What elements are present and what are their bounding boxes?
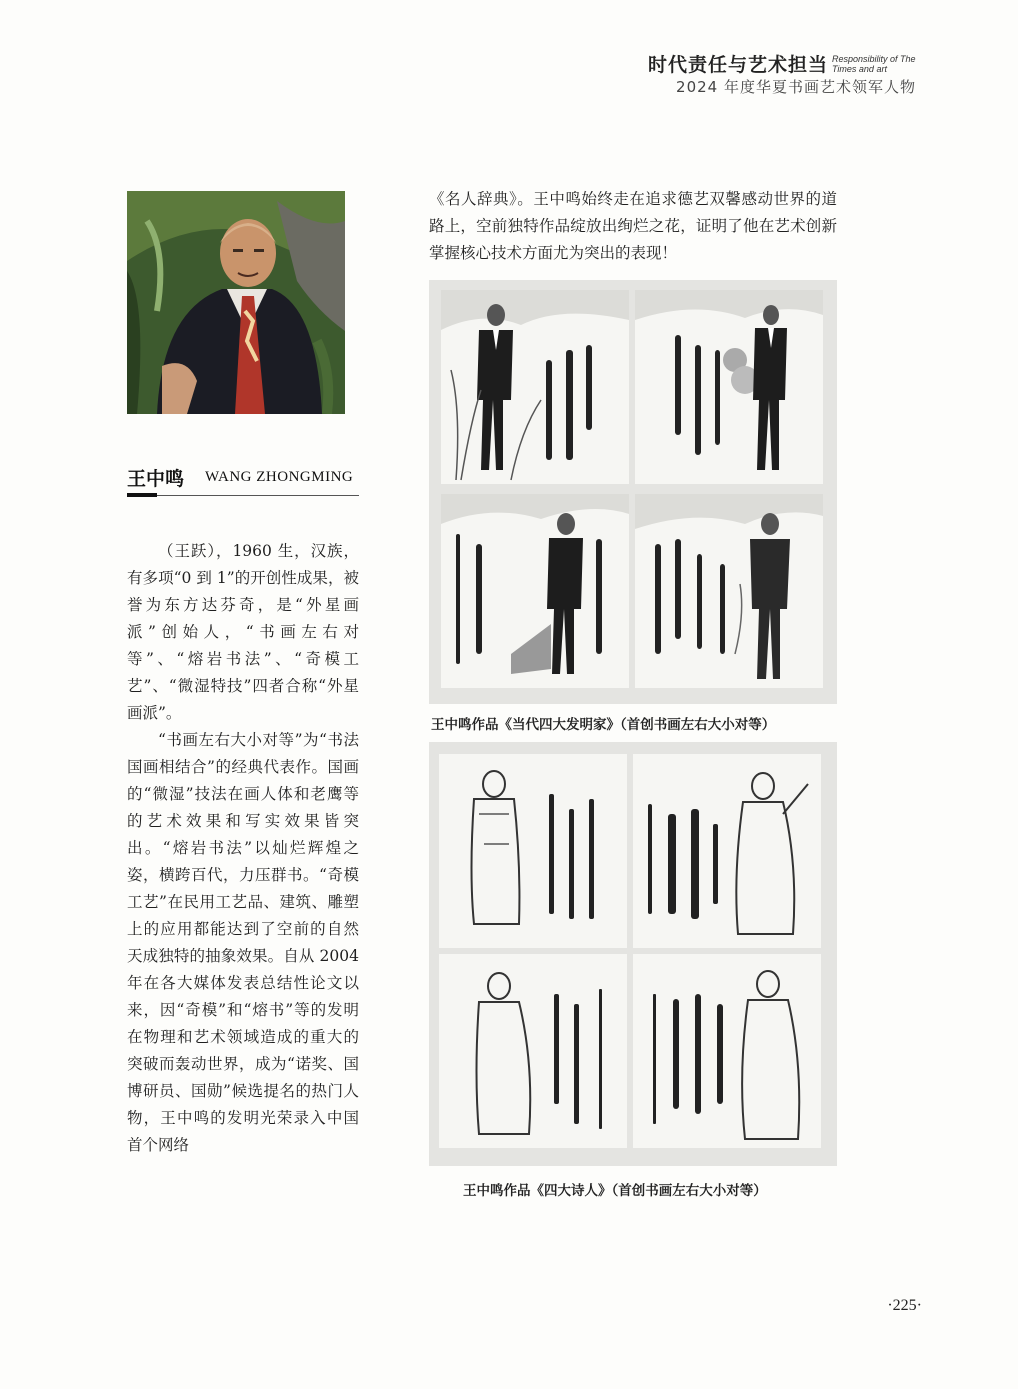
artwork-poets xyxy=(429,742,837,1166)
portrait-photo xyxy=(127,191,345,414)
artwork-panel xyxy=(635,494,823,688)
bio-paragraph: （王跃），1960 生，汉族，有多项“0 到 1”的开创性成果，被誉为东方达芬奇，是“外星画派”创始人，“书画左右对等”、“熔岩书法”、“奇模工艺”、“微湿特技”四者合称“外星画派”。 xyxy=(127,542,359,722)
artwork-panel xyxy=(439,754,627,948)
name-underline-accent xyxy=(127,493,157,497)
artwork-panel xyxy=(439,954,627,1148)
header-title: 时代责任与艺术担当 xyxy=(647,54,828,76)
caption-inventors: 王中鸣作品《当代四大发明家》（首创书画左右大小对等） xyxy=(431,717,776,733)
page-number: ·225· xyxy=(887,1297,922,1314)
bio-paragraph: “书画左右大小对等”为“书法国画相结合”的经典代表作。国画的“微湿”技法在画人体和老鹰等的艺术效果和写实效果皆突出。“熔岩书法”以灿烂辉煌之姿，横跨百代，力压群书。“奇模工艺”在民用工艺品、建筑、雕塑上的应用都能达到了空前的自然天成独特的抽象效果。自从 2004 年在各大媒体发表总结性论文以来，因“奇模”和“熔书”等的发明在物理和艺术领域造成的重大的突破而轰动世界，成为“诺奖、国博研员、国勋”候选提名的热门人物，王中鸣的发明光荣录入中国首个网络 xyxy=(127,731,359,1154)
biography-column xyxy=(127,538,359,1159)
artwork-panel xyxy=(635,290,823,484)
header-subtitle: 2024 年度华夏书画艺术领军人物 xyxy=(676,78,916,96)
continued-text xyxy=(429,186,837,267)
caption-poets: 王中鸣作品《四大诗人》（首创书画左右大小对等） xyxy=(463,1183,767,1199)
artwork-panel xyxy=(441,290,629,484)
name-heading xyxy=(127,464,359,500)
artwork-panel xyxy=(441,494,629,688)
artwork-panel xyxy=(633,754,821,948)
artwork-inventors xyxy=(429,280,837,704)
continued-paragraph: 《名人辞典》。王中鸣始终走在追求德艺双馨感动世界的道路上，空前独特作品绽放出绚烂之花，证明了他在艺术创新掌握核心技术方面尤为突出的表现！ xyxy=(429,190,837,262)
running-header xyxy=(496,48,916,98)
person-name-en: WANG ZHONGMING xyxy=(205,469,354,485)
person-name-cn: 王中鸣 xyxy=(127,468,185,490)
header-title-en: Responsibility of The Times and art xyxy=(832,54,916,74)
artwork-panel xyxy=(633,954,821,1148)
name-underline xyxy=(127,495,359,496)
